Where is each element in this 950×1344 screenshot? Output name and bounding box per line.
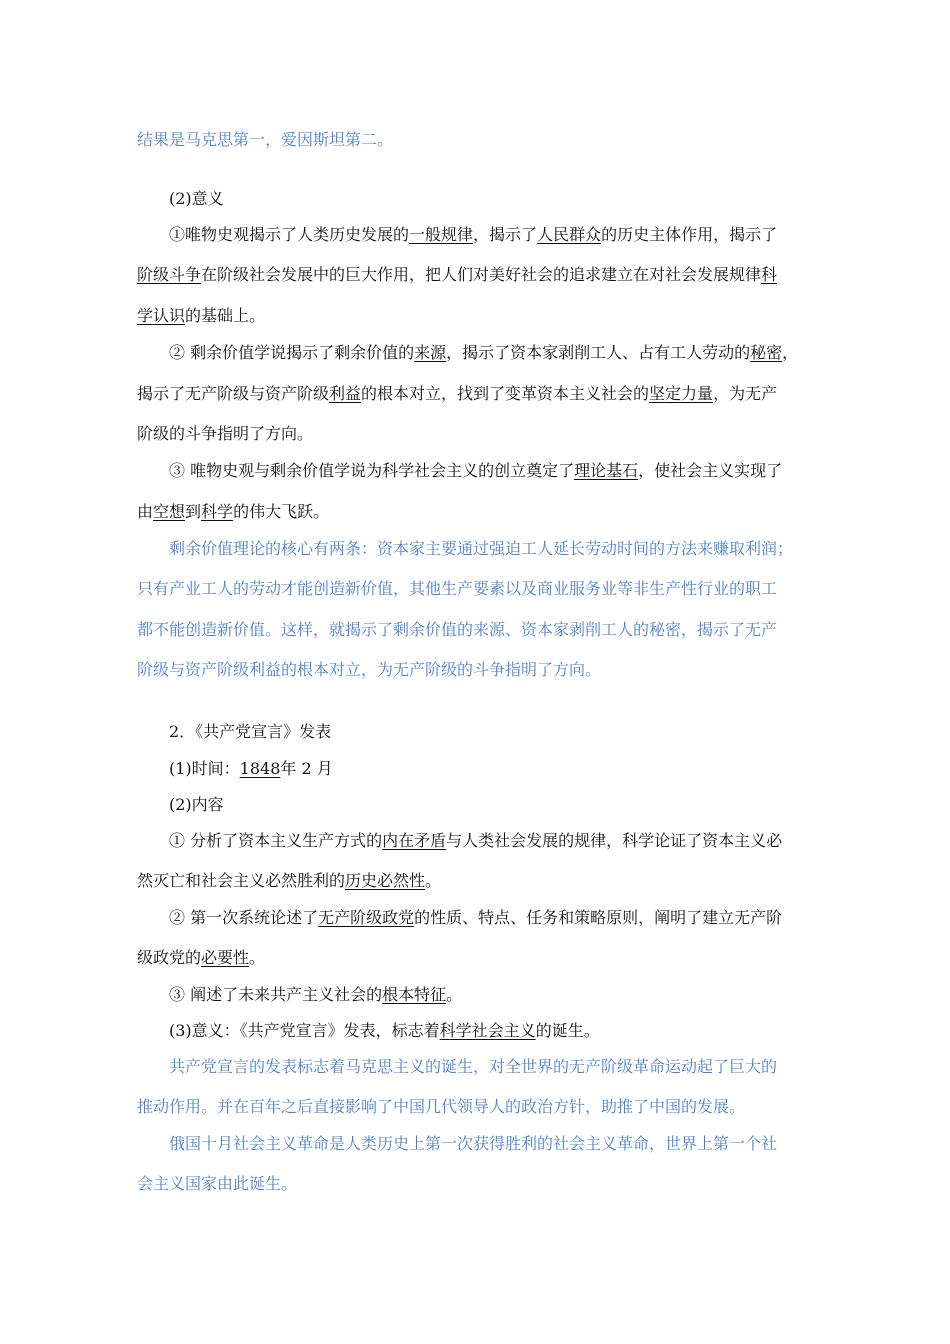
keyword-scientific-part-2: 学认识 xyxy=(137,306,186,325)
content-point-2-line-1: ② 第一次系统论述了无产阶级政党的性质、特点、任务和策略原则，阐明了建立无产阶 xyxy=(169,908,783,927)
keyword-utopia: 空想 xyxy=(153,502,186,521)
significance-point-2-line-2: 揭示了无产阶级与资产阶级利益的根本对立，找到了变革资本主义社会的坚定力量，为无产 xyxy=(137,384,778,403)
section-significance-heading: (2)意义 xyxy=(169,189,224,208)
keyword-theoretical-cornerstone: 理论基石 xyxy=(574,461,639,480)
note-surplus-line-4: 阶级与资产阶级利益的根本对立，为无产阶级的斗争指明了方向。 xyxy=(137,660,602,679)
significance-point-3-line-2: 由空想到科学的伟大飞跃。 xyxy=(137,502,330,521)
meaning-line: (3)意义：《共产党宣言》发表，标志着科学社会主义的诞生。 xyxy=(169,1021,600,1040)
keyword-general-law: 一般规律 xyxy=(409,225,474,244)
note-october-line-1: 俄国十月社会主义革命是人类历史上第一次获得胜利的社会主义革命，世界上第一个社 xyxy=(169,1134,778,1153)
note-surplus-line-3: 都不能创造新价值。这样，就揭示了剩余价值的来源、资本家剥削工人的秘密，揭示了无产 xyxy=(137,620,778,639)
keyword-scientific-part-1: 科 xyxy=(761,265,778,284)
keyword-source: 来源 xyxy=(414,343,447,362)
keyword-inner-contradiction: 内在矛盾 xyxy=(382,831,447,850)
significance-point-2-line-1: ② 剩余价值学说揭示了剩余价值的来源，揭示了资本家剥削工人、占有工人劳动的秘密， xyxy=(169,343,799,362)
keyword-firm-force: 坚定力量 xyxy=(649,384,714,403)
keyword-interests: 利益 xyxy=(329,384,362,403)
significance-point-1-line-1: ①唯物史观揭示了人类历史发展的一般规律，揭示了人民群众的历史主体作用，揭示了 xyxy=(169,225,778,244)
note-manifesto-line-2: 推动作用。并在百年之后直接影响了中国几代领导人的政治方针，助推了中国的发展。 xyxy=(137,1097,746,1116)
keyword-year-1848: 1848 xyxy=(239,759,281,778)
time-line: (1)时间：1848年 2 月 xyxy=(169,759,333,778)
note-intro: 结果是马克思第一，爱因斯坦第二。 xyxy=(137,130,394,149)
keyword-science: 科学 xyxy=(201,502,234,521)
content-point-1-line-2: 然灭亡和社会主义必然胜利的历史必然性。 xyxy=(137,871,442,890)
significance-point-2-line-3: 阶级的斗争指明了方向。 xyxy=(137,424,314,443)
note-surplus-line-2: 只有产业工人的劳动才能创造新价值，其他生产要素以及商业服务业等非生产性行业的职工 xyxy=(137,579,778,598)
keyword-class-struggle: 阶级斗争 xyxy=(137,265,202,284)
content-point-2-line-2: 级政党的必要性。 xyxy=(137,948,266,967)
significance-point-1-line-2: 阶级斗争在阶级社会发展中的巨大作用，把人们对美好社会的追求建立在对社会发展规律科 xyxy=(137,265,778,284)
significance-point-1-line-3: 学认识的基础上。 xyxy=(137,306,266,325)
keyword-fundamental-features: 根本特征 xyxy=(382,985,447,1004)
section-2-heading: 2．《共产党宣言》发表 xyxy=(169,722,332,741)
note-surplus-line-1: 剩余价值理论的核心有两条：资本家主要通过强迫工人延长劳动时间的方法来赚取利润； xyxy=(169,539,794,558)
keyword-scientific-socialism: 科学社会主义 xyxy=(439,1021,536,1040)
keyword-necessity: 必要性 xyxy=(201,948,250,967)
note-october-line-2: 会主义国家由此诞生。 xyxy=(137,1174,298,1193)
note-manifesto-line-1: 共产党宣言的发表标志着马克思主义的诞生，对全世界的无产阶级革命运动起了巨大的 xyxy=(169,1057,778,1076)
content-point-3: ③ 阐述了未来共产主义社会的根本特征。 xyxy=(169,985,463,1004)
significance-point-3-line-1: ③ 唯物史观与剩余价值学说为科学社会主义的创立奠定了理论基石，使社会主义实现了 xyxy=(169,461,783,480)
keyword-proletarian-party: 无产阶级政党 xyxy=(318,908,415,927)
keyword-secret: 秘密 xyxy=(750,343,783,362)
content-heading: (2)内容 xyxy=(169,795,224,814)
keyword-people-masses: 人民群众 xyxy=(537,225,602,244)
content-point-1-line-1: ① 分析了资本主义生产方式的内在矛盾与人类社会发展的规律，科学论证了资本主义必 xyxy=(169,831,783,850)
keyword-historical-inevitability: 历史必然性 xyxy=(345,871,426,890)
